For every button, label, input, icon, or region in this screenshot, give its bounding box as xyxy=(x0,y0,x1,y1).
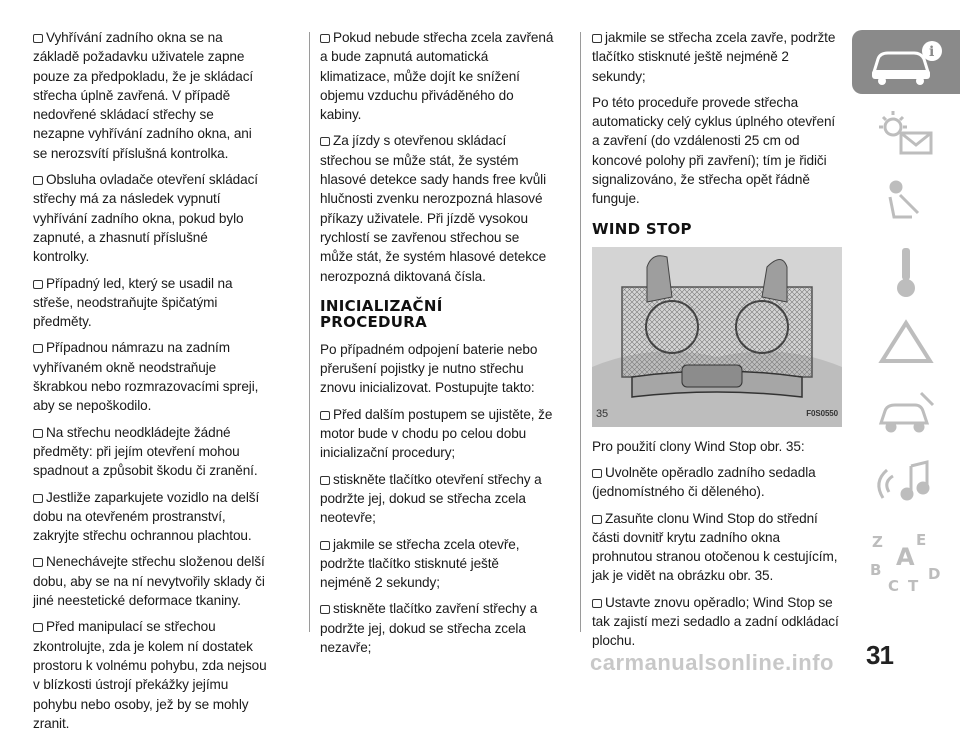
bullet-square-icon xyxy=(320,476,330,485)
body-paragraph xyxy=(592,437,842,456)
svg-text:Z: Z xyxy=(872,533,883,551)
bullet-square-icon xyxy=(320,137,330,146)
bullet-square-icon xyxy=(33,429,43,438)
airbag-seat-icon[interactable] xyxy=(852,170,960,234)
paragraph-text: Před manipulací se střechou zkontrolujte, zda je kolem ní dostatek prostoru k volnému pohybu, zda nejsou v blízkosti ústrojí překážky jejímu pohybu nebo osoby, jež by se mohly zranit. xyxy=(33,619,267,731)
column-right xyxy=(592,28,842,658)
chapter-index-sidebar xyxy=(852,30,960,670)
warning-lights-icon[interactable] xyxy=(852,100,960,164)
paragraph-text: Vyhřívání zadního okna se na základě požadavku uživatele zapne pouze za předpokladu, že je skládací střecha úplně zavřená. V případě nedovřené skládací střechy se nezapne vyhřívání zadního okna, ani se nerozsvítí příslušná kontrolka. xyxy=(33,30,254,161)
watermark-text: carmanualsonline.info xyxy=(590,650,834,675)
column-middle-top xyxy=(320,28,554,286)
heading-line: PROCEDURA xyxy=(320,312,428,331)
svg-text:A: A xyxy=(896,543,915,571)
column-right-bottom xyxy=(592,437,842,651)
paragraph-text: Pokud nebude střecha zcela zavřená a bude zapnutá automatická klimatizace, může dojít ke snížení objemu vzduchu přiváděného do kabiny. xyxy=(320,30,554,123)
bullet-square-icon xyxy=(33,34,43,43)
paragraph-text: Před dalším postupem se ujistěte, že motor bude v chodu po celou dobu inicializační procedury; xyxy=(320,406,553,461)
paragraph-text: Na střechu neodkládejte žádné předměty: při jejím otevření mohou spadnout a způsobit škodu či zranění. xyxy=(33,424,258,479)
warning-triangle-icon[interactable] xyxy=(852,310,960,374)
bullet-square-icon xyxy=(592,469,602,478)
bullet-square-icon xyxy=(33,623,43,632)
bullet-paragraph xyxy=(592,28,842,86)
paragraph-text: Uvolněte opěradlo zadního sedadla (jednomístného či děleného). xyxy=(592,464,816,500)
bullet-square-icon xyxy=(320,605,330,614)
bullet-square-icon xyxy=(592,599,602,608)
bullet-paragraph xyxy=(320,405,554,463)
paragraph-text: Obsluha ovladače otevření skládací střechy má za následek vypnutí vyhřívání zadního okna, pokud bylo zapnuté, a zhasnutí příslušné kontrolky. xyxy=(33,172,258,265)
alphabet-index-icon[interactable] xyxy=(852,530,960,594)
bullet-paragraph xyxy=(592,593,842,651)
bullet-paragraph xyxy=(33,274,267,332)
section-heading-initialization xyxy=(320,298,554,330)
ignition-key-icon[interactable] xyxy=(852,240,960,304)
bullet-paragraph xyxy=(33,423,267,481)
bullet-square-icon xyxy=(592,515,602,524)
column-middle-bottom xyxy=(320,340,554,657)
bullet-square-icon xyxy=(320,541,330,550)
paragraph-text: jakmile se střecha zcela zavře, podržte tlačítko stisknuté ještě nejméně 2 sekundy; xyxy=(592,30,836,84)
column-divider xyxy=(309,32,310,632)
bullet-square-icon xyxy=(33,280,43,289)
bullet-square-icon xyxy=(320,411,330,420)
media-phone-icon[interactable] xyxy=(852,450,960,514)
figure-wind-stop xyxy=(592,247,842,427)
bullet-paragraph xyxy=(320,28,554,124)
paragraph-text: Nenechávejte střechu složenou delší dobu, aby se na ní nevytvořily sklady či jiné neestetické deformace tkaniny. xyxy=(33,554,265,609)
bullet-paragraph xyxy=(33,338,267,415)
bullet-paragraph xyxy=(33,552,267,610)
bullet-paragraph xyxy=(33,170,267,266)
column-divider xyxy=(580,32,581,632)
bullet-square-icon xyxy=(592,34,602,43)
body-paragraph xyxy=(592,93,842,209)
svg-text:i: i xyxy=(929,44,935,60)
svg-text:C: C xyxy=(888,577,900,595)
bullet-paragraph xyxy=(320,535,554,593)
body-paragraph xyxy=(320,340,554,398)
bullet-paragraph xyxy=(33,28,267,163)
figure-code: F0S0550 xyxy=(806,409,838,419)
bullet-paragraph xyxy=(320,131,554,285)
paragraph-text: Případný led, který se usadil na střeše, neodstraňujte špičatými předměty. xyxy=(33,275,233,330)
paragraph-text: jakmile se střecha zcela otevře, podržte tlačítko stisknuté ještě nejméně 2 sekundy; xyxy=(320,536,520,591)
paragraph-text: Za jízdy s otevřenou skládací střechou se může stát, že systém hlasové detekce sady hands free kvůli hlučnosti zvenku nerozpozná hlasové příkazy uživatele. Při jízdě vysokou rychlostí se zavřenou střechou se může stát, že systém hlasové detekce nerozpozná diktovaná čísla. xyxy=(320,133,547,284)
paragraph-text: Případnou námrazu na zadním vyhřívaném okně neodstraňuje škrabkou nebo rozmrazovacími spreji, aby se nepoškodilo. xyxy=(33,340,259,414)
bullet-paragraph xyxy=(33,617,267,733)
wind-stop-illustration xyxy=(592,247,842,427)
figure-number: 35 xyxy=(596,408,609,421)
paragraph-text: Jestliže zaparkujete vozidlo na delší dobu na otevřeném prostranství, zakryjte střechu ochrannou plachtou. xyxy=(33,489,260,544)
paragraph-text: Po případném odpojení baterie nebo přerušení pojistky je nutno střechu znovu inicializovat. Postupujte takto: xyxy=(320,341,538,396)
bullet-square-icon xyxy=(33,344,43,353)
paragraph-text: Zasuňte clonu Wind Stop do střední části dovnitř krytu zadního okna prohnutou stranou otočenou k cestujícím, jak je vidět na obrázku obr. 35. xyxy=(592,510,838,584)
heading-line: INICIALIZAČNÍ xyxy=(320,296,443,315)
paragraph-text: Pro použití clony Wind Stop obr. 35: xyxy=(592,438,805,454)
bullet-paragraph xyxy=(33,488,267,546)
bullet-paragraph xyxy=(320,470,554,528)
section-heading-wind-stop: WIND STOP xyxy=(592,219,692,238)
bullet-paragraph xyxy=(592,463,842,502)
svg-text:E: E xyxy=(916,531,927,549)
bullet-paragraph xyxy=(592,509,842,586)
paragraph-text: stiskněte tlačítko otevření střechy a podržte jej, dokud se střecha zcela neotevře; xyxy=(320,471,542,526)
column-middle xyxy=(320,28,554,664)
bullet-square-icon xyxy=(320,34,330,43)
bullet-square-icon xyxy=(33,558,43,567)
bullet-paragraph xyxy=(320,599,554,657)
paragraph-text: Po této proceduře provede střecha automaticky celý cyklus úplného otevření a zavření (do vzdálenosti 25 cm od koncové polohy při zavření); tím je řidiči signalizováno, že střecha opět řádně funguje. xyxy=(592,94,836,207)
svg-text:D: D xyxy=(928,565,941,583)
svg-text:B: B xyxy=(870,561,882,579)
bullet-square-icon xyxy=(33,176,43,185)
car-info-icon[interactable] xyxy=(852,30,960,94)
column-right-top xyxy=(592,28,842,209)
paragraph-text: stiskněte tlačítko zavření střechy a podržte jej, dokud se střecha zcela nezavře; xyxy=(320,601,538,656)
car-wrench-icon[interactable] xyxy=(852,380,960,444)
bullet-square-icon xyxy=(33,494,43,503)
column-left xyxy=(33,28,267,740)
svg-text:T: T xyxy=(908,577,919,595)
paragraph-text: Ustavte znovu opěradlo; Wind Stop se tak zajistí mezi sedadlo a zadní odkládací plochu. xyxy=(592,594,839,649)
page-number: 31 xyxy=(866,640,893,670)
